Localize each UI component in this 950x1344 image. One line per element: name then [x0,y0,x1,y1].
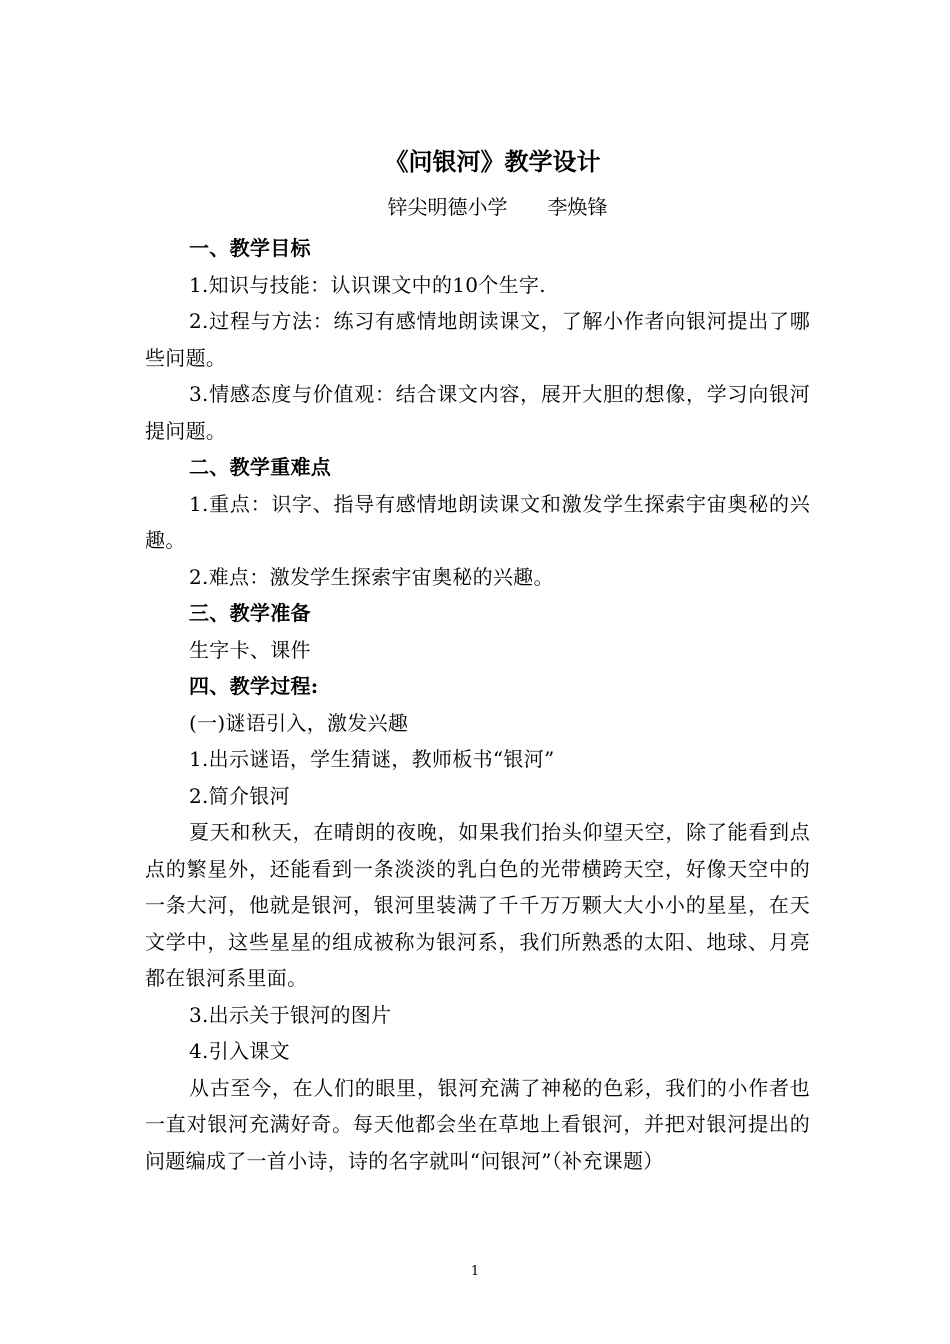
page-number: 1 [470,1264,480,1279]
paragraph: 4.引入课文 [189,1039,290,1063]
paragraph: 2.简介银河 [189,783,290,808]
paragraph: 3.出示关于银河的图片 [189,1002,392,1027]
paragraph: 从古至今，在人们的眼里，银河充满了神秘的色彩，我们的小作者也一直对银河充满好奇。每天他都会坐在草地上看银河，并把对银河提出的问题编成了一首小诗，诗的名字就叫“问银河”（补充课题） [145,1075,810,1173]
paragraph: 1.出示谜语，学生猜谜，教师板书“银河” [189,747,555,771]
paragraph: (一)谜语引入，激发兴趣 [189,710,409,735]
paragraph: 1.重点：识字、指导有感情地朗读课文和激发学生探索宇宙奥秘的兴趣。 [145,491,810,552]
paragraph: 3.情感态度与价值观：结合课文内容，展开大胆的想像，学习向银河提问题。 [145,382,810,443]
section-heading-process: 四、教学过程: [189,674,319,698]
paragraph: 2.过程与方法：练习有感情地朗读课文，了解小作者向银河提出了哪些问题。 [145,309,810,370]
section-heading-preparation: 三、教学准备 [189,601,311,625]
paragraph: 1.知识与技能：认识课文中的10个生字. [189,272,546,297]
section-heading-key-points: 二、教学重难点 [189,455,332,479]
paragraph: 2.难点：激发学生探索宇宙奥秘的兴趣。 [189,564,554,589]
author-line: 锌尖明德小学 李焕锋 [387,195,608,219]
paragraph: 夏天和秋天，在晴朗的夜晚，如果我们抬头仰望天空，除了能看到点点的繁星外，还能看到一条淡淡的乳白色的光带横跨天空，好像天空中的一条大河，他就是银河，银河里装满了千千万万颗大大小小的星星，在天文学中，这些星星的组成被称为银河系，我们所熟悉的太阳、地球、月亮都在银河系里面。 [145,820,810,990]
document-page [145,140,810,1179]
section-heading-goals: 一、教学目标 [189,236,311,260]
document-title: 《问银河》教学设计 [384,147,601,176]
paragraph: 生字卡、课件 [189,637,311,662]
